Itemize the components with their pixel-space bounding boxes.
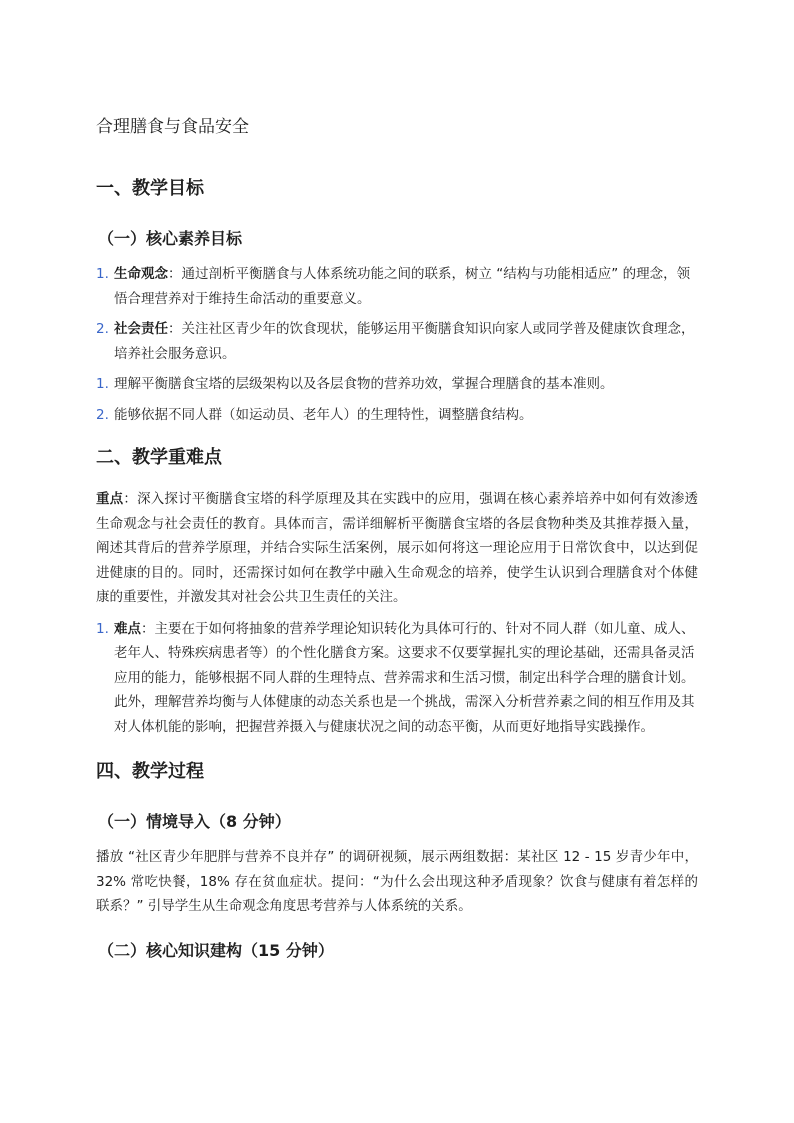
list-item xyxy=(96,403,698,428)
list-number: 2. xyxy=(96,321,109,337)
section-heading-process: 四、教学过程 xyxy=(96,761,204,782)
list-number: 2. xyxy=(96,406,109,423)
difficulty-list xyxy=(96,617,698,740)
list-number: 1. xyxy=(96,376,109,392)
key-point-paragraph xyxy=(96,487,698,610)
difficulty-label: 难点 xyxy=(114,620,141,637)
subsection-heading-intro: （一）情境导入（8 分钟） xyxy=(98,812,291,831)
key-point-sep: ： xyxy=(123,491,138,507)
item-label: 社会责任 xyxy=(114,321,168,337)
intro-paragraph: 播放 “社区青少年肥胖与营养不良并存” 的调研视频，展示两组数据：某社区 12 - 15 岁青少年中，32% 常吃快餐，18% 存在贫血症状。提问：“为什么会出现这种矛盾现象？饮食与健康有着怎样的联系？” 引导学生从生命观念角度思考营养与人体系统的关系。 xyxy=(96,849,698,914)
list-item xyxy=(96,262,698,311)
difficulty-text: 主要在于如何将抽象的营养学理论知识转化为具体可行的、针对不同人群（如儿童、成人、老年人、特殊疾病患者等）的个性化膳食方案。这要求不仅要掌握扎实的理论基础，还需具备灵活应用的能力，能够根据不同人群的生理特点、营养需求和生活习惯，制定出科学合理的膳食计划。此外，理解营养均衡与人体健康的动态关系也是一个挑战，需深入分析营养素之间的相互作用及其对人体机能的影响，把握营养摄入与健康状况之间的动态平衡，从而更好地指导实践操作。 xyxy=(114,620,695,735)
key-point-text: 深入探讨平衡膳食宝塔的科学原理及其在实践中的应用，强调在核心素养培养中如何有效渗透生命观念与社会责任的教育。具体而言，需详细解析平衡膳食宝塔的各层食物种类及其推荐摄入量，阐述其背后的营养学原理，并结合实际生活案例，展示如何将这一理论应用于日常饮食中，以达到促进健康的目的。同时，还需探讨如何在教学中融入生命观念的培养，使学生认识到合理膳食对个体健康的重要性，并激发其对社会公共卫生责任的关注。 xyxy=(96,491,699,605)
section-heading-objectives: 一、教学目标 xyxy=(96,178,204,199)
list-item xyxy=(96,317,698,366)
item-label: 生命观念 xyxy=(114,266,168,282)
list-number: 1. xyxy=(96,620,109,637)
item-text: 理解平衡膳食宝塔的层级架构以及各层食物的营养功效，掌握合理膳食的基本准则。 xyxy=(114,376,614,392)
document-page xyxy=(96,114,698,974)
core-literacy-list xyxy=(96,262,698,427)
subsection-heading-core-knowledge: （二）核心知识建构（15 分钟） xyxy=(98,940,334,960)
item-sep: ： xyxy=(168,321,182,337)
difficulty-sep: ： xyxy=(141,620,155,637)
item-text: 通过剖析平衡膳食与人体系统功能之间的联系，树立 “结构与功能相适应” 的理念，领悟合理营养对于维持生命活动的重要意义。 xyxy=(114,266,691,307)
subsection-heading-core-literacy: （一）核心素养目标 xyxy=(98,229,243,248)
item-text: 能够依据不同人群（如运动员、老年人）的生理特性，调整膳食结构。 xyxy=(114,406,533,423)
item-text: 关注社区青少年的饮食现状，能够运用平衡膳食知识向家人或同学普及健康饮食理念，培养社会服务意识。 xyxy=(114,321,695,362)
item-sep: ： xyxy=(168,266,182,282)
list-item xyxy=(96,372,698,397)
key-point-label: 重点 xyxy=(96,491,124,507)
list-item xyxy=(96,617,698,740)
section-heading-key-points: 二、教学重难点 xyxy=(96,447,222,468)
list-number: 1. xyxy=(96,266,109,282)
document-title: 合理膳食与食品安全 xyxy=(96,117,249,137)
